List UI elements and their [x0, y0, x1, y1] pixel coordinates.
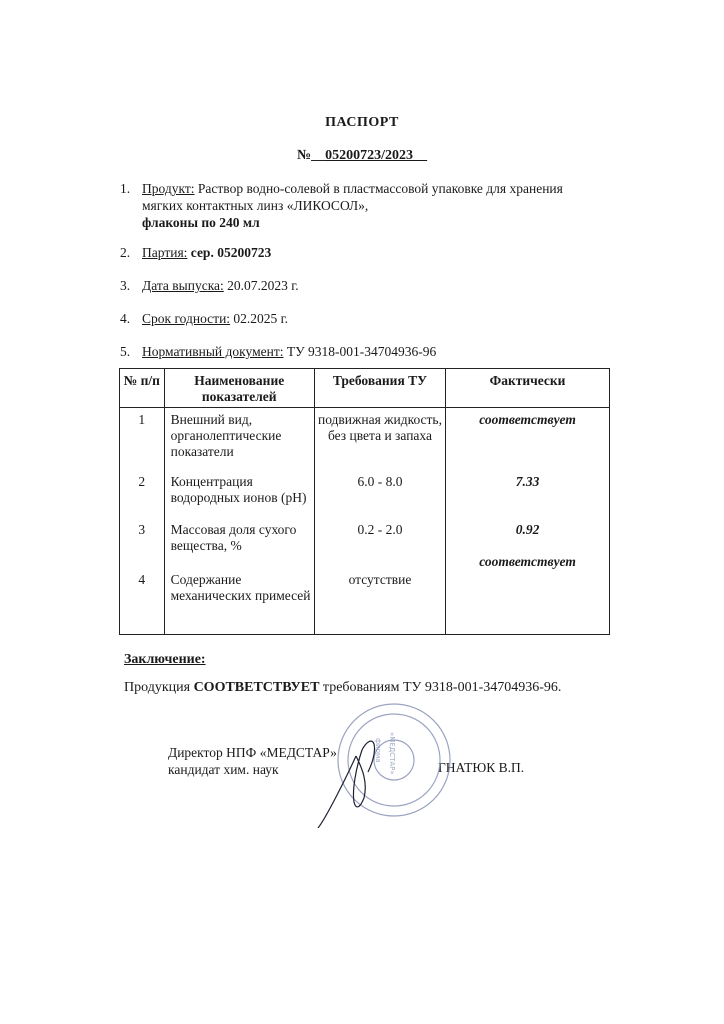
passport-number-prefix: №__ — [297, 148, 326, 163]
row-actual: 7.33 — [515, 474, 540, 489]
seal-text-firm: фирма — [374, 738, 382, 763]
company-seal — [316, 698, 456, 828]
row-number: 2 — [138, 474, 146, 489]
conclusion-status: СООТВЕТСТВУЕТ — [193, 680, 320, 695]
row-indicator: Внешний вид, органолептические показатели — [170, 412, 282, 459]
seal-text-name: «МЕДСТАР» — [388, 732, 396, 775]
row-indicator: Содержание механических примесей — [170, 572, 311, 603]
item-label: Партия: — [142, 245, 188, 260]
table-body-row — [120, 408, 610, 635]
header-number: № п/п — [120, 369, 165, 408]
item-label: Срок годности: — [142, 311, 231, 326]
item-label: Продукт: — [142, 181, 195, 196]
item-value: ТУ 9318-001-34704936-96 — [283, 344, 437, 359]
number-column — [120, 408, 165, 635]
item-value: 20.07.2023 г. — [223, 278, 299, 293]
row-number: 3 — [138, 522, 146, 537]
item-value-line3: флаконы по 240 мл — [142, 215, 260, 230]
position-line2: кандидат хим. наук — [168, 762, 279, 777]
item-value-line2: мягких контактных линз «ЛИКОСОЛ», — [142, 198, 369, 213]
passport-number — [0, 148, 724, 164]
row-requirement: отсутствие — [348, 572, 412, 587]
actual-column — [446, 408, 610, 635]
row-actual: 0.92 — [515, 522, 540, 537]
header-requirements: Требования ТУ — [314, 369, 445, 408]
item-label: Нормативный документ: — [142, 344, 284, 359]
signatory-position — [168, 744, 337, 778]
passport-number-value: 05200723/2023__ — [325, 148, 427, 163]
item-number: 3. — [120, 278, 131, 293]
item-number: 5. — [120, 344, 131, 359]
row-requirement: 0.2 - 2.0 — [357, 522, 403, 537]
item-value: 02.2025 г. — [230, 311, 289, 326]
row-actual: соответствует — [479, 554, 576, 569]
item-number: 2. — [120, 245, 131, 260]
row-actual: соответствует — [479, 412, 576, 427]
item-number: 1. — [120, 181, 131, 196]
handwritten-signature — [318, 741, 375, 828]
row-requirement: подвижная жидкость, без цвета и запаха — [317, 412, 442, 443]
table-header-row — [120, 369, 610, 408]
document-title: ПАСПОРТ — [325, 115, 399, 130]
indicators-table — [119, 368, 610, 635]
item-number: 4. — [120, 311, 131, 326]
signer-name: ГНАТЮК В.П. — [438, 760, 525, 775]
item-value: сер. 05200723 — [187, 245, 272, 260]
conclusion-heading: Заключение: — [124, 652, 206, 667]
header-actual: Фактически — [446, 369, 610, 408]
conclusion-text — [124, 680, 561, 696]
row-number: 4 — [138, 572, 146, 587]
item-value: Раствор водно-солевой в пластмассовой упаковке для хранения — [194, 181, 563, 196]
header-indicator: Наименование показателей — [164, 369, 314, 408]
position-line1: Директор НПФ «МЕДСТАР» — [168, 745, 337, 760]
requirements-column — [314, 408, 445, 635]
indicator-column — [164, 408, 314, 635]
conclusion-prefix: Продукция — [124, 680, 194, 695]
row-indicator: Концентрация водородных ионов (pH) — [170, 474, 307, 505]
conclusion-suffix: требованиям ТУ 9318-001-34704936-96. — [319, 680, 562, 695]
row-requirement: 6.0 - 8.0 — [357, 474, 403, 489]
row-number: 1 — [138, 412, 146, 427]
item-label: Дата выпуска: — [142, 278, 224, 293]
row-indicator: Массовая доля сухого вещества, % — [170, 522, 297, 553]
